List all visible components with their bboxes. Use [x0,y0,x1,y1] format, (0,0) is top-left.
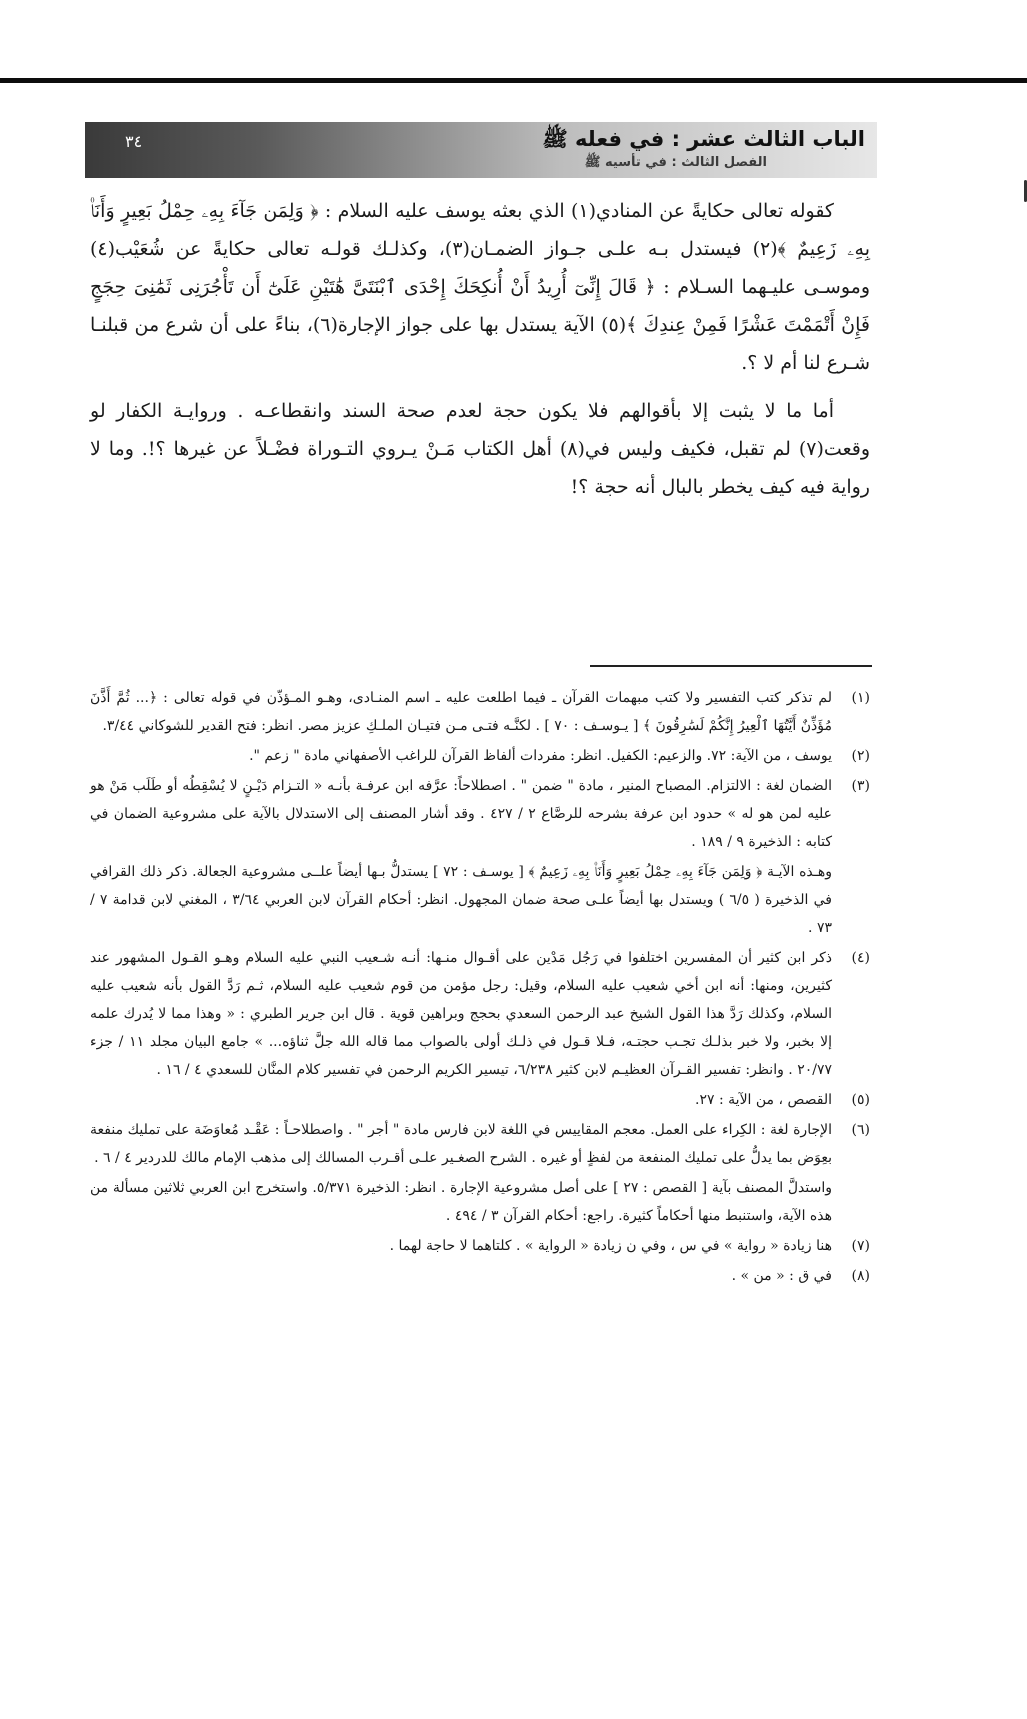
footnote-text: واستدلَّ المصنف بآية [ القصص : ٢٧ ] على أصل مشروعية الإجارة . انظر: الذخيرة ٥/٣٧١. واستخرج ابن العربي ثلاثين مسألة من هذه الآية، واستنبط منها أحكاماً كثيرة. راجع: أحكام القرآن ٣ / ٤٩٤ . [90,1180,832,1224]
footnote [90,742,870,770]
footnotes [90,684,870,1292]
footnote [90,772,870,856]
footnote-number: (٤) [851,950,870,966]
footnote-separator [590,665,872,667]
body-paragraph: كقوله تعالى حكايةً عن المنادي(١) الذي بعثه يوسف عليه السلام : ﴿ وَلِمَن جَآءَ بِهِۦ حِمْلُ بَعِيرٍ وَأَنَا۠ بِهِۦ زَعِيمٌ ﴾(٢) فيستدل بـه علـى جـواز الضمـان(٣)، وكذلـك قولـه تعالى حكايةً عن شُعَيْب(٤) وموسـى عليـهما السـلام : ﴿ قَالَ إِنِّىٓ أُرِيدُ أَنْ أُنكِحَكَ إِحْدَى ٱبْنَتَىَّ هَٰتَيْنِ عَلَىٰٓ أَن تَأْجُرَنِى ثَمَٰنِىَ حِجَجٍ فَإِنْ أَتْمَمْتَ عَشْرًا فَمِنْ عِندِكَ ﴾(٥) الآية يستدل بها على جواز الإجارة(٦)، بناءً على أن شرع من قبلنـا شـرع لنا أم لا ؟. [90,200,871,374]
page-number: ٣٤ [125,132,143,151]
footnote [90,1086,870,1114]
top-rule [0,78,1027,83]
page-header [85,122,877,178]
footnote-continuation [90,1174,870,1230]
footnote [90,1232,870,1260]
footnote-text: الإجارة لغة : الكِراء على العمل. معجم المقاييس في اللغة لابن فارس مادة " أجر " . واصطلاحـاً : عَقْـد مُعاوَضَة على تمليك منفعة بعِوَض بما يدلُّ على تمليك المنفعة من لفظٍ أو غيره . الشرح الصغـير علـى أقـرب المسالك إلى مذهب الإمام مالك للدردير ٤ / ٦ . [90,1122,832,1166]
footnote-number: (٥) [851,1092,870,1108]
footnote-number: (٨) [851,1268,870,1284]
footnote-text: ذكر ابن كثير أن المفسرين اختلفوا في رَجُل مَدْين على أقـوال منـها: أنـه شـعيب النبي عليه السلام وهـو القـول المشهور عند كثيرين، ومنها: أنه ابن أخي شعيب عليه السلام، وقيل: رجل مؤمن من قوم شعيب عليه السلام، ثـم رَدَّ القول بأنه شعيب عليه السلام، وكذلك رَدَّ هذا القول الشيخ عبد الرحمن السعدي بحجج وبراهين قوية . قال ابن جرير الطبري : « وهذا مما لا يُدرك علمه إلا بخبر، ولا خبر بذلـك تجـب حجتـه، فـلا قـول في ذلـك أولى بالصواب مما قاله الله جلَّ ثناؤه... » جامع البيان مجلد ١١ / جزء ٢٠/٧٧ . وانظر: تفسير القـرآن العظيـم لابن كثير ٦/٢٣٨، تيسير الكريم الرحمن في تفسير كلام المنَّان للسعدي ٤ / ١٦ . [90,950,832,1078]
footnote-text: هنا زيادة « رواية » في س ، وفي ن زيادة « الرواية » . كلتاهما لا حاجة لهما . [389,1238,832,1254]
footnote [90,684,870,740]
footnote-number: (٦) [851,1122,870,1138]
footnote [90,944,870,1084]
footnote-number: (١) [851,690,870,706]
footnote-number: (٧) [851,1238,870,1254]
footnote-text: يوسف ، من الآية: ٧٢. والزعيم: الكفيل. انظر: مفردات ألفاظ القرآن للراغب الأصفهاني مادة " زعم ". [249,748,832,764]
main-text [90,192,870,516]
footnote-text: القصص ، من الآية : ٢٧. [695,1092,832,1108]
section-title: الفصل الثالث : في تأسيه ﷺ [584,155,767,170]
footnote-text: الضمان لغة : الالتزام. المصباح المنير ، مادة " ضمن " . اصطلاحاً: عرَّفه ابن عرفـة بأنـه « التـزام دَيْـنٍ لا يُسْقِطُه أو طَلَب مَنْ هو عليه لمن هو له » حدود ابن عرفة بشرحه للرصَّاع ٢ / ٤٢٧ . وقد أشار المصنف إلى الاستدلال بالآية على مشروعية الضمان في كتابه : الذخيرة ٩ / ١٨٩ . [90,778,832,850]
footnote-continuation [90,858,870,942]
footnote-text: وهـذه الآيـة ﴿ وَلِمَن جَآءَ بِهِۦ حِمْلُ بَعِيرٍ وَأَنَا۠ بِهِۦ زَعِيمٌ ﴾ [ يوسـف : ٧٢ ] يستدلُّ بـها أيضاً علــى مشروعية الجعالة. ذكر ذلك القرافي في الذخيرة ( ٦/٥ ) ويستدل بها أيضاً علـى صحة ضمان المجهول. انظر: أحكام القرآن لابن العربي ٣/٦٤ ، المغني لابن قدامة ٧ / ٧٣ . [90,864,832,936]
footnote-text: في ق : « من » . [731,1268,832,1284]
chapter-title: الباب الثالث عشر : في فعله ﷺ [542,127,865,151]
footnote [90,1262,870,1290]
footnote-number: (٢) [851,748,870,764]
footnote-number: (٣) [851,778,870,794]
footnote-text: لم تذكر كتب التفسير ولا كتب مبهمات القرآن ـ فيما اطلعت عليه ـ اسم المنـادى، وهـو المـؤذّن في قوله تعالى : ﴿... ثُمَّ أَذَّنَ مُؤَذِّنٌ أَيَّتُهَا ٱلْعِيرُ إِنَّكُمْ لَسَٰرِقُونَ ﴾ [ يـوسـف : ٧٠ ] . لكنَّـه فتـى مـن فتيـان الملـكِ عزيز مصر. انظر: فتح القدير للشوكاني ٣/٤٤. [90,690,832,734]
body-paragraph: أما ما لا يثبت إلا بأقوالهم فلا يكون حجة لعدم صحة السند وانقطاعـه . وروايـة الكفار لو وقعت(٧) لم تقبل، فكيف وليس في(٨) أهل الكتاب مَـنْ يـروي التـوراة فضْـلاً عن غيرها ؟!. وما لا رواية فيه كيف يخطر بالبال أنه حجة ؟! [90,400,870,498]
footnote [90,1116,870,1172]
